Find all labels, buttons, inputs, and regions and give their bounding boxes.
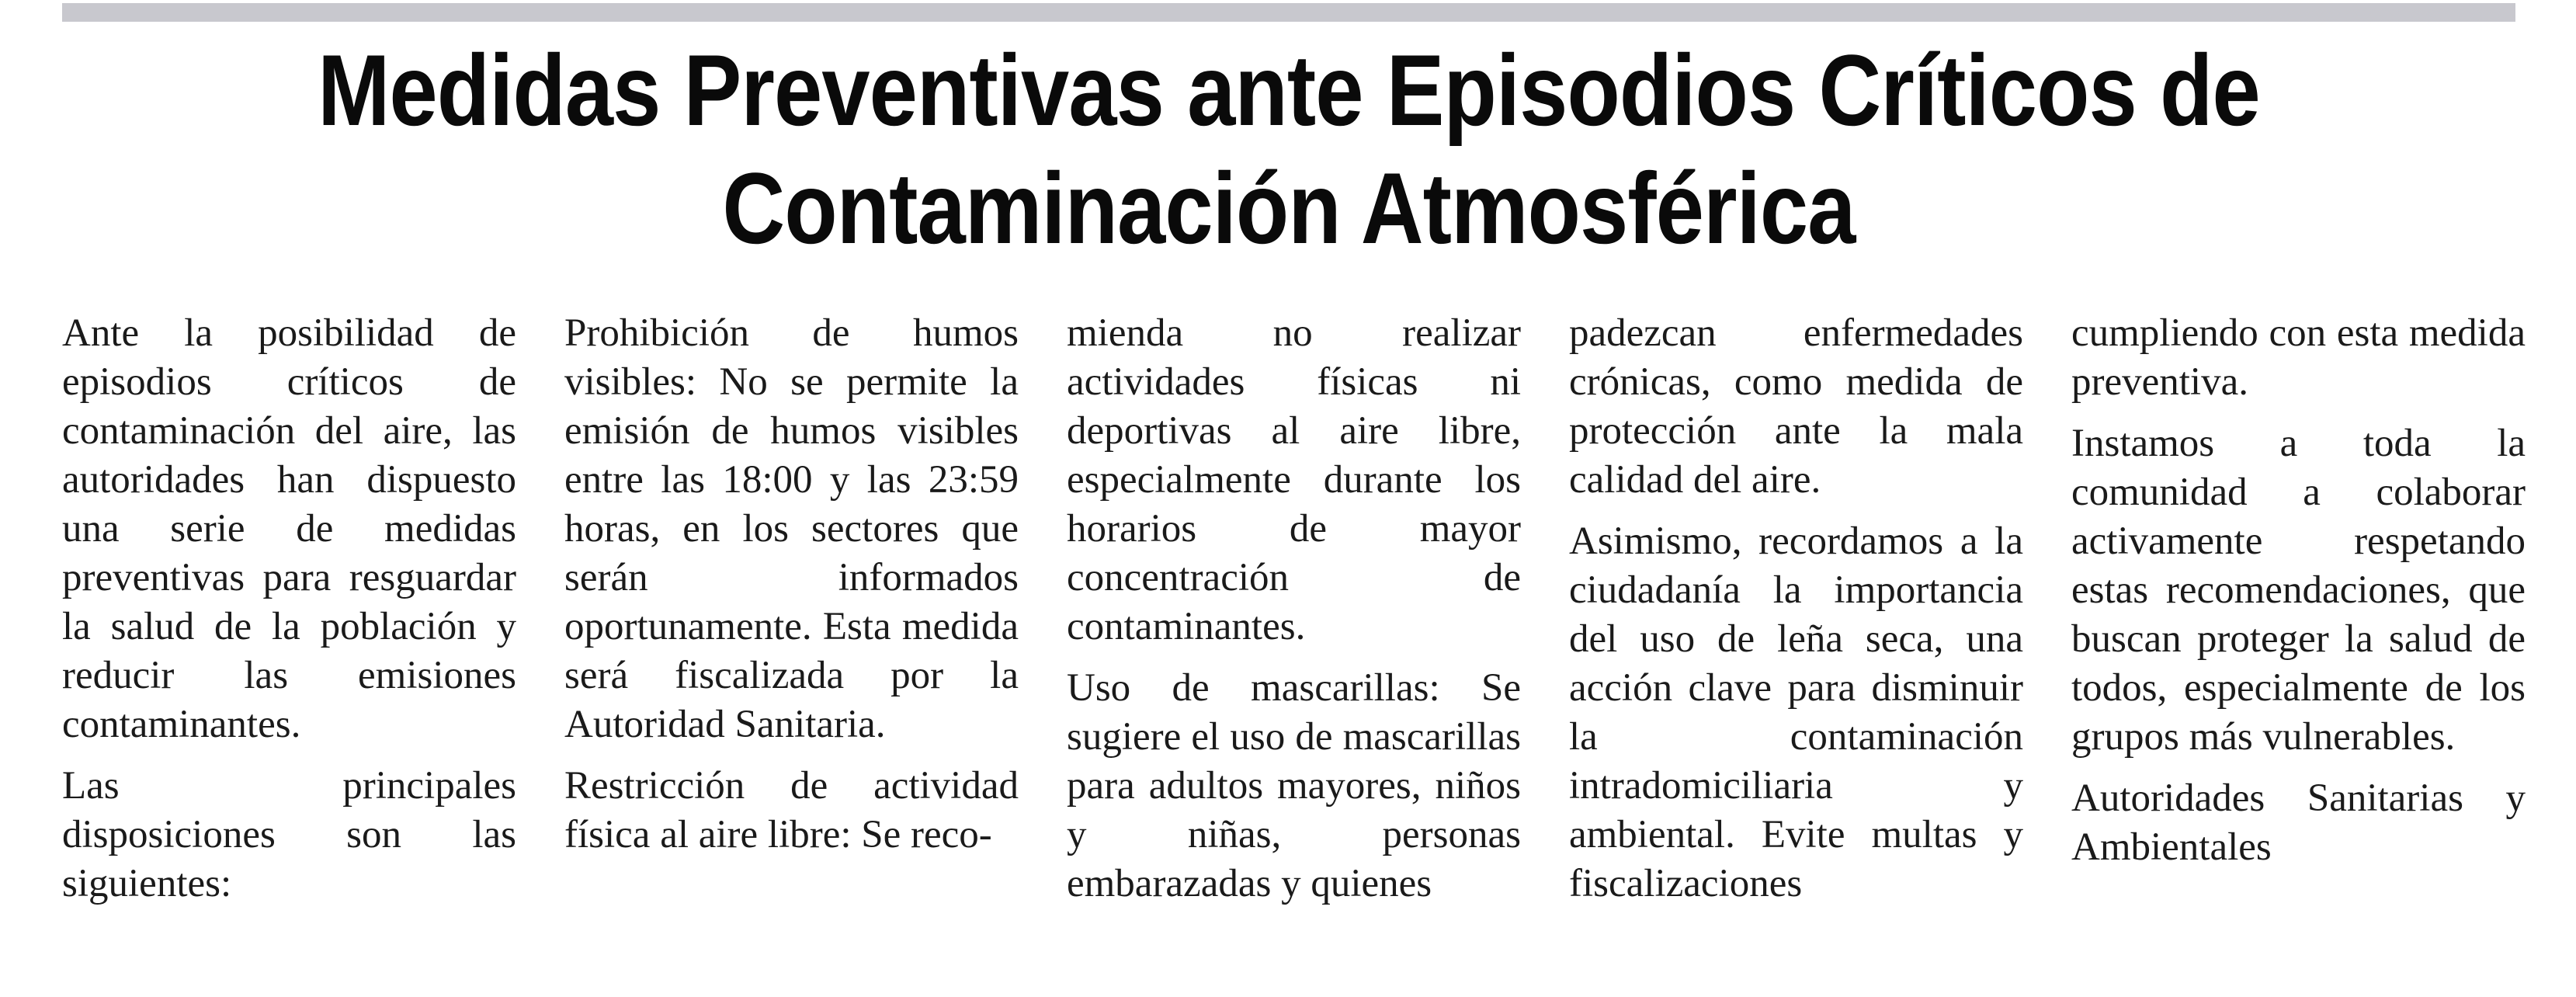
column-2-paragraph-2: Restricción de actividad física al aire libre: Se reco- bbox=[564, 764, 1019, 856]
top-rule bbox=[62, 3, 2515, 22]
column-5-paragraph-1: cumpliendo con esta medida preventiva. bbox=[2071, 311, 2526, 404]
column-4-paragraph-2: Asimismo, recordamos a la ciudadanía la importancia del uso de leña seca, una acción clave para disminuir la contaminación intradomiciliaria y ambiental. Evite multas y fiscalizaciones bbox=[1569, 519, 2023, 905]
article-signature: Autoridades Sanitarias y Ambientales bbox=[2071, 776, 2526, 869]
article-column-5 bbox=[2071, 309, 2526, 884]
article-headline bbox=[62, 31, 2515, 267]
article-column-3 bbox=[1067, 309, 1521, 921]
column-2-paragraph-1: Prohibición de humos visibles: No se permite la emisión de humos visibles entre las 18:00 y las 23:59 horas, en los sectores que serán informados oportunamente. Esta medida será fiscalizada por la Autoridad Sanitaria. bbox=[564, 311, 1019, 746]
column-5-paragraph-2: Instamos a toda la comunidad a colaborar activamente respetando estas recomendaciones, que buscan proteger la salud de todos, especialmente de los grupos más vulnerables. bbox=[2071, 422, 2526, 759]
column-3-paragraph-1: mienda no realizar actividades físicas ni deportivas al aire libre, especialmente durante los horarios de mayor concentración de contaminantes. bbox=[1067, 311, 1521, 648]
column-1-paragraph-2: Las principales disposiciones son las siguientes: bbox=[62, 764, 516, 905]
column-3-paragraph-2: Uso de mascarillas: Se sugiere el uso de mascarillas para adultos mayores, niños y niñas, personas embarazadas y quienes bbox=[1067, 666, 1521, 905]
column-1-paragraph-1: Ante la posibilidad de episodios críticos de contaminación del aire, las autoridades han dispuesto una serie de medidas preventivas para resguardar la salud de la población y reducir las emisiones contaminantes. bbox=[62, 311, 516, 746]
headline-line-1: Medidas Preventivas ante Episodios Críticos de bbox=[318, 33, 2260, 147]
article-column-1 bbox=[62, 309, 516, 921]
headline-line-2: Contaminación Atmosférica bbox=[722, 151, 1856, 265]
article-column-2 bbox=[564, 309, 1019, 872]
column-4-paragraph-1: padezcan enfermedades crónicas, como medida de protección ante la mala calidad del aire. bbox=[1569, 311, 2023, 502]
article-column-4 bbox=[1569, 309, 2023, 921]
